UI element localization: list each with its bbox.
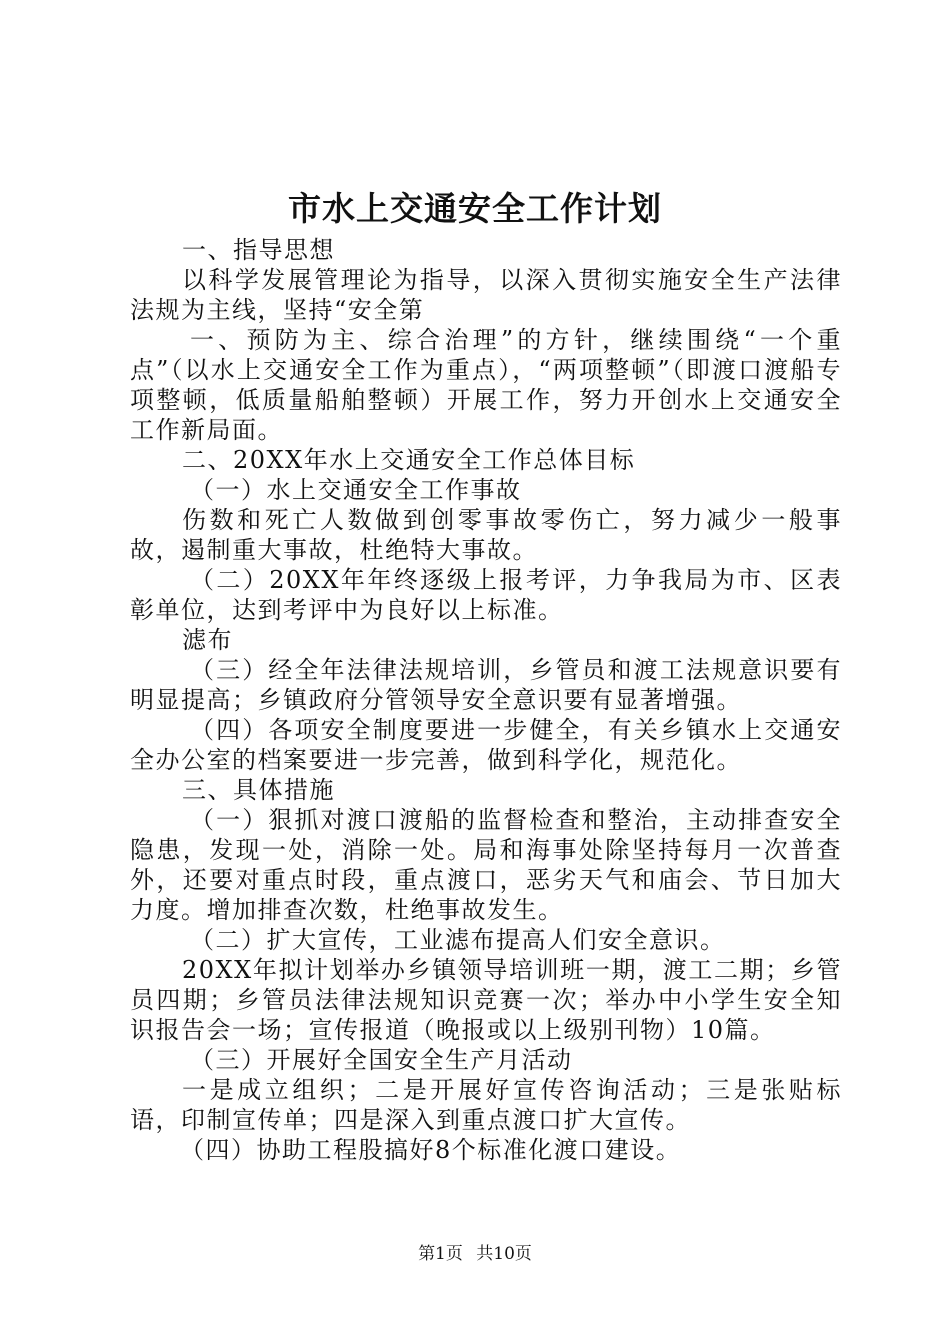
paragraph: 滤布 bbox=[182, 626, 233, 654]
paragraph: 伤数和死亡人数做到创零事故零伤亡，努力减少一般事故，遏制重大事故，杜绝特大事故。 bbox=[130, 506, 842, 564]
paragraph: 一是成立组织；二是开展好宣传咨询活动；三是张贴标语，印制宣传单；四是深入到重点渡口扩大宣传。 bbox=[130, 1076, 842, 1134]
paragraph: 20XX年拟计划举办乡镇领导培训班一期，渡工二期；乡管员四期；乡管员法律法规知识竞赛一次；举办中小学生安全知识报告会一场；宣传报道（晚报或以上级别刊物）10篇。 bbox=[130, 956, 842, 1044]
page-number: 第1页 bbox=[418, 1244, 463, 1264]
paragraph: 以科学发展管理论为指导，以深入贯彻实施安全生产法律法规为主线，坚持“安全第 bbox=[130, 266, 842, 324]
paragraph: （四）各项安全制度要进一步健全，有关乡镇水上交通安全办公室的档案要进一步完善，做到科学化，规范化。 bbox=[130, 716, 842, 774]
section-heading-2: 二、20XX年水上交通安全工作总体目标 bbox=[182, 446, 636, 474]
paragraph: （一）狠抓对渡口渡船的监督检查和整治，主动排查安全隐患，发现一处，消除一处。局和海事处除坚持每月一次普查外，还要对重点时段，重点渡口，恶劣天气和庙会、节日加大力度。增加排查次数，杜绝事故发生。 bbox=[130, 806, 842, 924]
sub-heading: （三）开展好全国安全生产月活动 bbox=[190, 1046, 573, 1074]
page-total: 共10页 bbox=[476, 1244, 532, 1264]
sub-heading: （一）水上交通安全工作事故 bbox=[190, 476, 522, 504]
paragraph: （三）经全年法律法规培训，乡管员和渡工法规意识要有明显提高；乡镇政府分管领导安全意识要有显著增强。 bbox=[130, 656, 842, 714]
section-heading-1: 一、指导思想 bbox=[182, 236, 335, 264]
document-body bbox=[130, 235, 842, 1165]
paragraph: （二）20XX年年终逐级上报考评，力争我局为市、区表彰单位，达到考评中为良好以上标准。 bbox=[130, 566, 842, 624]
page-footer bbox=[0, 1241, 950, 1267]
paragraph: （四）协助工程股搞好8个标准化渡口建设。 bbox=[180, 1136, 682, 1164]
sub-heading: （二）扩大宣传，工业滤布提高人们安全意识。 bbox=[190, 926, 726, 954]
paragraph: 一、预防为主、综合治理”的方针，继续围绕“一个重点”（以水上交通安全工作为重点），“两项整顿”（即渡口渡船专项整顿，低质量船舶整顿）开展工作，努力开创水上交通安全工作新局面。 bbox=[130, 326, 842, 444]
document-title: 市水上交通安全工作计划 bbox=[288, 189, 662, 228]
section-heading-3: 三、具体措施 bbox=[182, 776, 335, 804]
